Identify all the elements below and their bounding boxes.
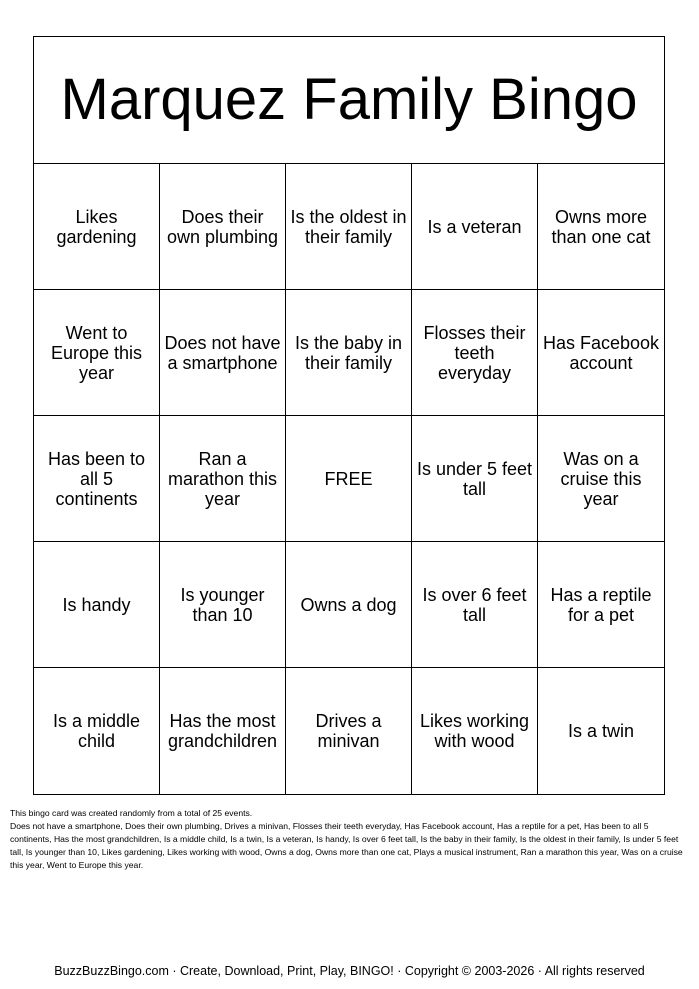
bingo-cell [160, 416, 286, 542]
bingo-cell [34, 668, 160, 794]
bingo-cell [286, 668, 412, 794]
bingo-cell [412, 164, 538, 290]
cell-text: Flosses their teeth everyday [423, 322, 526, 383]
cell-text: Is handy [62, 594, 131, 615]
cell-text: Is over 6 feet tall [422, 584, 527, 625]
footnote-events: Does not have a smartphone, Does their own plumbing, Drives a minivan, Flosses their teeth everyday, Has Facebook account, Has a reptile for a pet, Has been to all 5 continents, Has the most grandchildren, Is a middle child, Is a twin, Is a veteran, Is handy, Is over 6 feet tall, Is the baby in their family, Is the oldest in their family, Is under 5 feet tall, Is younger than 10, Likes gardening, Likes working with wood, Owns a dog, Owns more than one cat, Plays a musical instrument, Ran a marathon this year, Was on a cruise this year, Went to Europe this year. [10, 821, 683, 870]
cell-text: Was on a cruise this year [560, 448, 642, 509]
bingo-cell [538, 542, 664, 668]
cell-text: Has a reptile for a pet [550, 584, 652, 625]
title-row [34, 37, 664, 164]
bingo-cell [412, 668, 538, 794]
bingo-cell [286, 290, 412, 416]
cell-text: Has the most grandchildren [167, 711, 278, 751]
bingo-cell [538, 290, 664, 416]
bingo-grid [34, 164, 664, 794]
bingo-cell [412, 416, 538, 542]
bingo-cell [286, 542, 412, 668]
cell-text: Likes gardening [56, 206, 137, 247]
bingo-cell [160, 164, 286, 290]
bingo-cell [160, 668, 286, 794]
bingo-cell [34, 290, 160, 416]
bingo-cell [34, 542, 160, 668]
bingo-cell [538, 164, 664, 290]
bingo-card [33, 36, 665, 795]
cell-text: Owns a dog [300, 594, 397, 615]
bingo-cell [34, 164, 160, 290]
bingo-cell [160, 290, 286, 416]
footnote-intro: This bingo card was created randomly from a total of 25 events. [10, 808, 253, 818]
bingo-cell [538, 416, 664, 542]
cell-text: FREE [324, 468, 373, 489]
cell-text: Went to Europe this year [50, 322, 143, 383]
cell-text: Has been to all 5 continents [47, 448, 146, 509]
event-list-footnote [10, 807, 690, 872]
bingo-cell [286, 164, 412, 290]
card-title: Marquez Family Bingo [60, 67, 638, 132]
cell-text: Is a twin [567, 721, 635, 741]
cell-text: Drives a minivan [315, 711, 382, 751]
cell-text: Is the baby in their family [294, 332, 403, 373]
cell-text: Does their own plumbing [166, 206, 279, 247]
bingo-cell [538, 668, 664, 794]
bingo-cell [160, 542, 286, 668]
cell-text: Does not have a smartphone [164, 332, 281, 373]
cell-text: Is younger than 10 [180, 584, 265, 625]
cell-text: Owns more than one cat [551, 206, 651, 247]
bingo-cell [412, 542, 538, 668]
cell-text: Is a veteran [427, 216, 522, 237]
bingo-cell [412, 290, 538, 416]
cell-text: Is a middle child [52, 711, 141, 751]
cell-text: Ran a marathon this year [167, 448, 278, 509]
free-space-cell [286, 416, 412, 542]
cell-text: Likes working with wood [419, 711, 530, 751]
site-footer: BuzzBuzzBingo.com · Create, Download, Print, Play, BINGO! · Copyright © 2003-2026 · All rights reserved [54, 964, 645, 978]
cell-text: Is the oldest in their family [290, 206, 407, 247]
bingo-cell [34, 416, 160, 542]
cell-text: Is under 5 feet tall [416, 458, 533, 499]
cell-text: Has Facebook account [542, 332, 660, 373]
